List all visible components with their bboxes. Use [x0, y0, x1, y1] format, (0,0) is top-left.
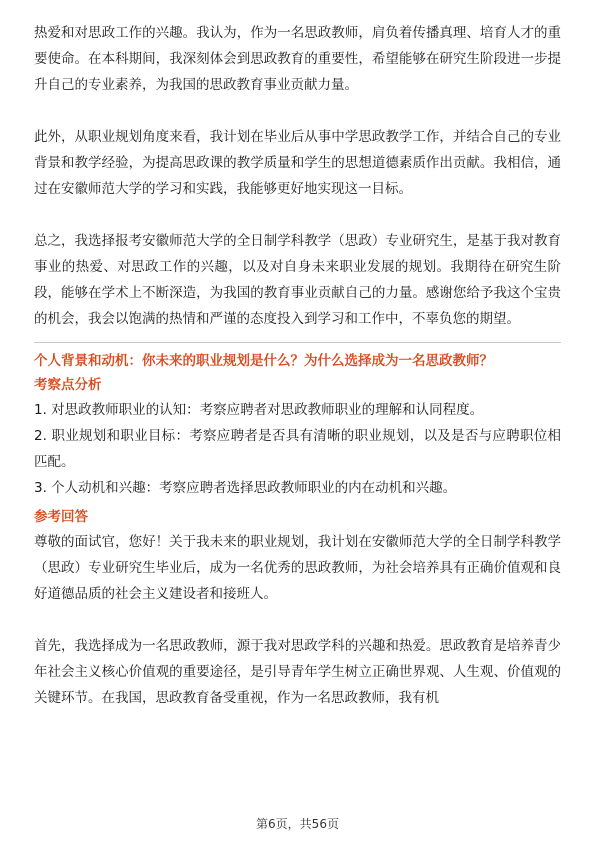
paragraph-gap	[34, 202, 561, 228]
intro-paragraph-2: 此外，从职业规划角度来看，我计划在毕业后从事中学思政教学工作，并结合自己的专业背景和教学经验，为提高思政课的教学质量和学生的思想道德素质作出贡献。我相信，通过在安徽师范大学的学习和实践，我能够更好地实现这一目标。	[34, 129, 561, 197]
analysis-item-1: 1. 对思政教师职业的认知：考察应聘者对思政教师职业的理解和认同程度。	[34, 402, 484, 418]
answer-paragraph-2: 首先，我选择成为一名思政教师，源于我对思政学科的兴趣和热爱。思政教育是培养青少年社会主义核心价值观的重要途径，是引导青年学生树立正确世界观、人生观、价值观的关键环节。在我国，思政教育备受重视，作为一名思政教师，我有机	[34, 638, 561, 706]
answer-heading: 参考回答	[34, 509, 88, 525]
paragraph-gap	[34, 607, 561, 633]
analysis-item-2: 2. 职业规划和职业目标：考察应聘者是否具有清晰的职业规划，以及是否与应聘职位相匹配。	[34, 428, 561, 470]
answer-paragraph-1: 尊敬的面试官，您好！关于我未来的职业规划，我计划在安徽师范大学的全日制学科教学（思政）专业研究生毕业后，成为一名优秀的思政教师，为社会培养具有正确价值观和良好道德品质的社会主义建设者和接班人。	[34, 534, 561, 602]
intro-paragraph-3: 总之，我选择报考安徽师范大学的全日制学科教学（思政）专业研究生，是基于我对教育事业的热爱、对思政工作的兴趣，以及对自身未来职业发展的规划。我期待在研究生阶段，能够在学术上不断深造，为我国的教育事业贡献自己的力量。感谢您给予我这个宝贵的机会，我会以饱满的热情和严谨的态度投入到学习和工作中，不辜负您的期望。	[34, 233, 561, 327]
intro-paragraph-1: 热爱和对思政工作的兴趣。我认为，作为一名思政教师，肩负着传播真理、培育人才的重要使命。在本科期间，我深刻体会到思政教育的重要性，希望能够在研究生阶段进一步提升自己的专业素养，为我国的思政教育事业贡献力量。	[34, 25, 561, 93]
document-page	[34, 20, 561, 711]
analysis-heading: 考察点分析	[34, 377, 102, 393]
question-title: 个人背景和动机：你未来的职业规划是什么？为什么选择成为一名思政教师？	[34, 353, 493, 369]
page-footer: 第6页，共56页	[256, 817, 339, 831]
section-divider	[34, 342, 561, 343]
analysis-item-3: 3. 个人动机和兴趣：考察应聘者选择思政教师职业的内在动机和兴趣。	[34, 480, 457, 496]
paragraph-gap	[34, 98, 561, 124]
